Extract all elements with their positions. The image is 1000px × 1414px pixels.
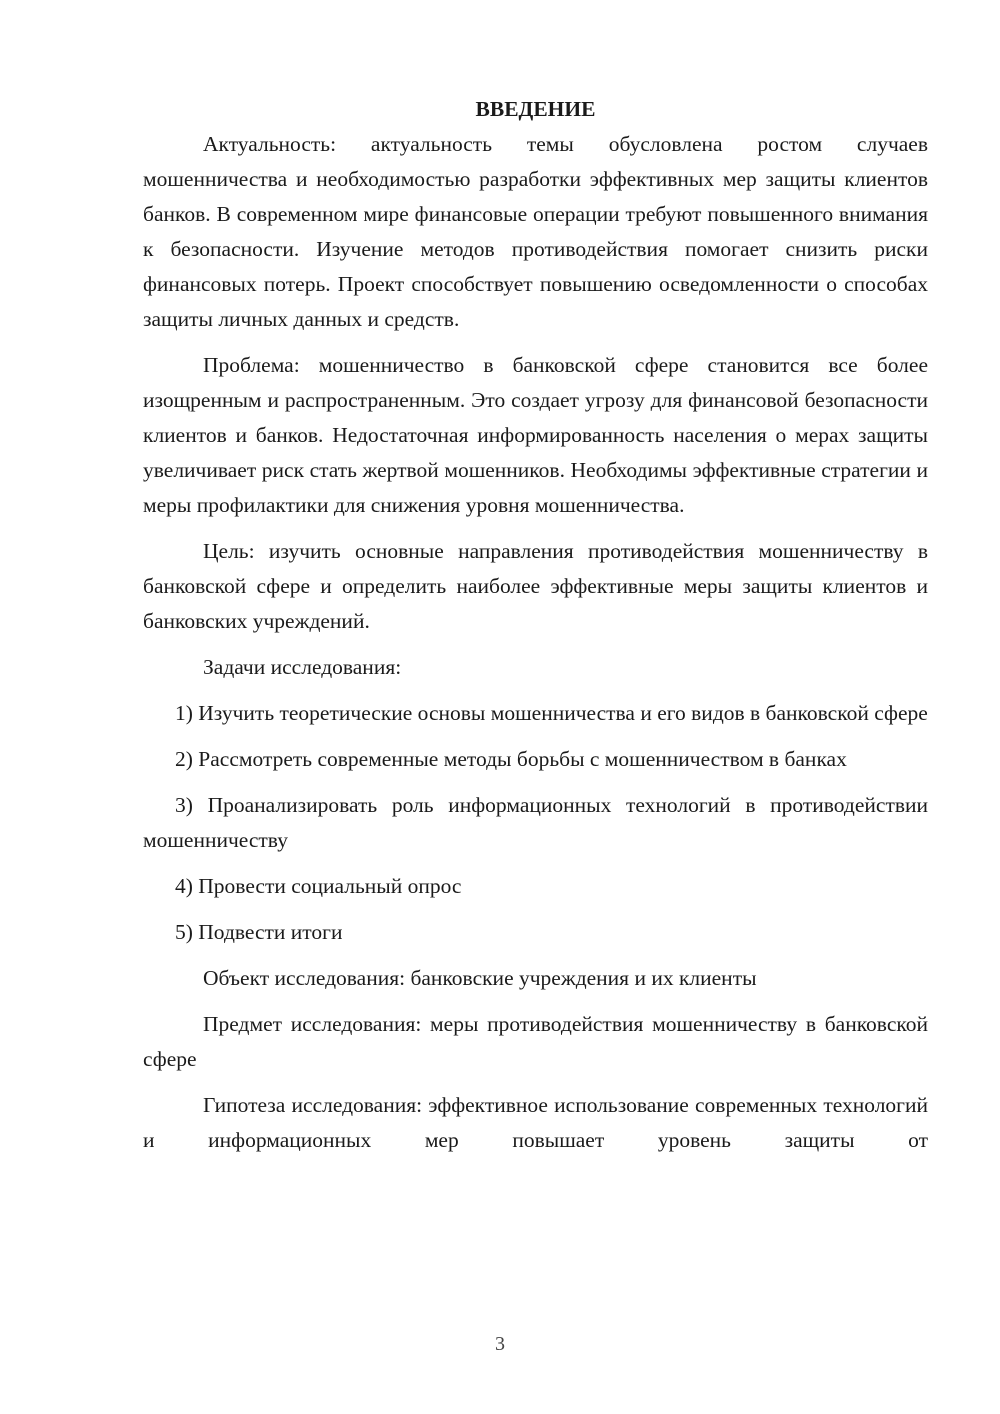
task-item-2: 2) Рассмотреть современные методы борьбы с мошенничеством в банках xyxy=(175,747,847,771)
document-body xyxy=(143,92,928,1169)
paragraph-goal: Цель: изучить основные направления противодействия мошенничеству в банковской сфере и определить наиболее эффективные меры защиты клиентов и банковских учреждений. xyxy=(143,539,928,633)
task-item-4: 4) Провести социальный опрос xyxy=(175,874,462,898)
task-item-1: 1) Изучить теоретические основы мошенничества и его видов в банковской сфере xyxy=(175,701,928,725)
paragraph-object: Объект исследования: банковские учреждения и их клиенты xyxy=(203,966,757,990)
task-item-3: 3) Проанализировать роль информационных технологий в противодействии мошенничеству xyxy=(143,793,928,852)
paragraph-hypothesis: Гипотеза исследования: эффективное использование современных технологий и информационных мер повышает уровень защиты от xyxy=(143,1093,928,1152)
task-item-5: 5) Подвести итоги xyxy=(175,920,343,944)
paragraph-relevance: Актуальность: актуальность темы обусловлена ростом случаев мошенничества и необходимостью разработки эффективных мер защиты клиентов банков. В современном мире финансовые операции требуют повышенного внимания к безопасности. Изучение методов противодействия помогает снизить риски финансовых потерь. Проект способствует повышению осведомленности о способах защиты личных данных и средств. xyxy=(143,132,928,331)
paragraph-problem: Проблема: мошенничество в банковской сфере становится все более изощренным и распространенным. Это создает угрозу для финансовой безопасности клиентов и банков. Недостаточная информированность населения о мерах защиты увеличивает риск стать жертвой мошенников. Необходимы эффективные стратегии и меры профилактики для снижения уровня мошенничества. xyxy=(143,353,928,517)
tasks-heading: Задачи исследования: xyxy=(203,655,402,679)
paragraph-subject: Предмет исследования: меры противодействия мошенничеству в банковской сфере xyxy=(143,1012,928,1071)
section-title: ВВЕДЕНИЕ xyxy=(475,97,596,121)
page-number: 3 xyxy=(495,1333,505,1355)
